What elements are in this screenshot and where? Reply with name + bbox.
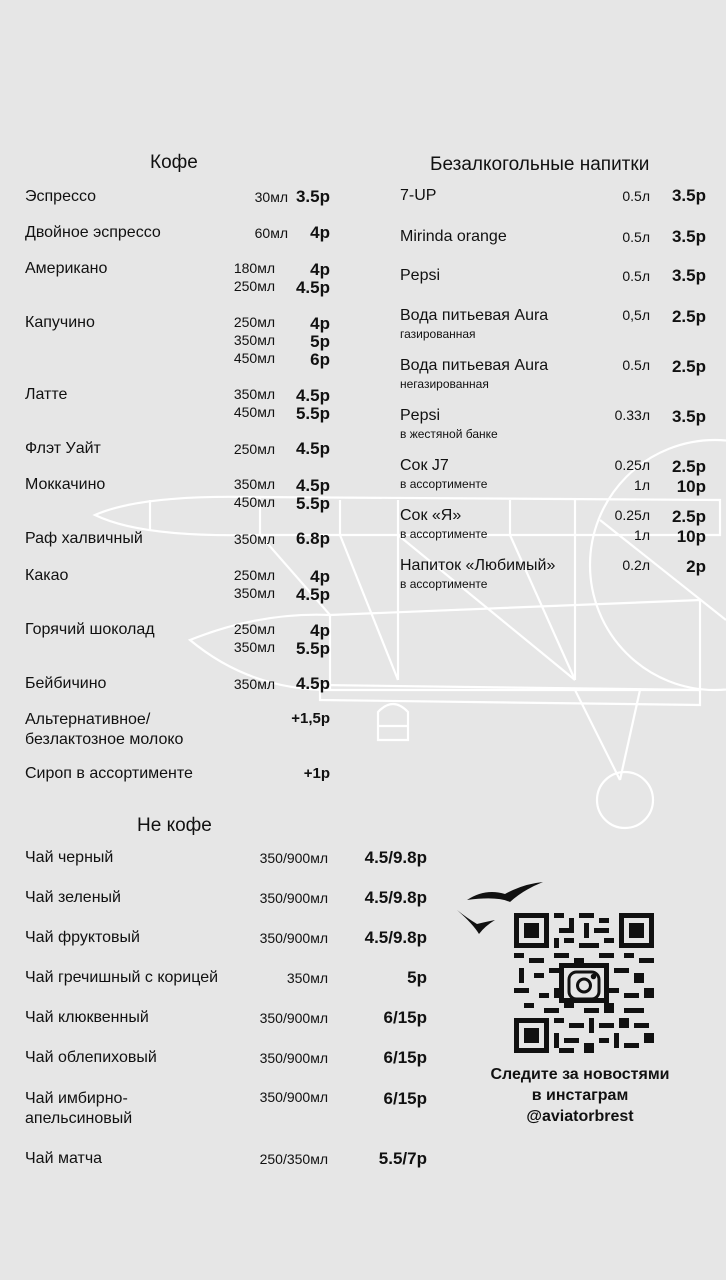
list-item: Флэт Уайт 250мл 4.5р — [25, 439, 330, 458]
soft-drinks-section-title: Безалкогольные напитки — [430, 154, 650, 175]
list-item: 7-UP 0.5л 3.5р — [400, 186, 706, 205]
list-item: Эспрессо 30мл 3.5р — [25, 187, 330, 206]
list-item: Капучино 250мл 350мл 450мл 4р 5р 6р — [25, 314, 330, 369]
list-item: Чай черный 350/900мл 4.5/9.8р — [25, 848, 427, 867]
follow-line-1: Следите за новостями — [490, 1066, 670, 1083]
list-item: Чай матча 250/350мл 5.5/7р — [25, 1149, 427, 1168]
list-item: Латте 350мл 450мл 4.5р 5.5р — [25, 386, 330, 423]
list-item: Горячий шоколад 250мл 350мл 4р 5.5р — [25, 621, 330, 658]
list-item: Сок «Я» в ассортименте 0.25л 1л 2.5р 10р — [400, 507, 706, 546]
list-item: Американо 180мл 250мл 4р 4.5р — [25, 260, 330, 297]
list-item: Какао 250мл 350мл 4р 4.5р — [25, 567, 330, 604]
list-item: Напиток «Любимый» в ассортименте 0.2л 2р — [400, 557, 706, 591]
instagram-icon — [569, 972, 599, 999]
list-item: Pepsi 0.5л 3.5р — [400, 266, 706, 285]
list-item: Pepsi в жестяной банке 0.33л 3.5р — [400, 407, 706, 441]
list-item: Сок J7 в ассортименте 0.25л 1л 2.5р 10р — [400, 457, 706, 496]
list-item: Вода питьевая Aura негазированная 0.5л 2.5р — [400, 357, 706, 391]
list-item: Сироп в ассортименте +1р — [25, 765, 330, 782]
list-item: Mirinda orange 0.5л 3.5р — [400, 227, 706, 246]
list-item: Альтернативное/ безлактозное молоко +1,5р — [25, 710, 330, 748]
list-item: Чай зеленый 350/900мл 4.5/9.8р — [25, 888, 427, 907]
list-item: Чай клюквенный 350/900мл 6/15р — [25, 1008, 427, 1027]
instagram-follow-caption — [460, 1064, 700, 1127]
list-item: Раф халвичный 350мл 6.8р — [25, 529, 330, 548]
list-item: Чай облепиховый 350/900мл 6/15р — [25, 1048, 427, 1067]
qr-code-icon[interactable] — [514, 913, 654, 1053]
coffee-section-title: Кофе — [150, 152, 198, 173]
not-coffee-section-title: Не кофе — [137, 815, 212, 836]
list-item: Чай фруктовый 350/900мл 4.5/9.8р — [25, 928, 427, 947]
instagram-handle[interactable]: @aviatorbrest — [526, 1108, 634, 1125]
follow-line-2: в инстаграм — [531, 1087, 629, 1104]
list-item: Двойное эспрессо 60мл 4р — [25, 223, 330, 242]
list-item: Чай имбирно- апельсиновый 350/900мл 6/15р — [25, 1089, 427, 1127]
list-item: Вода питьевая Aura газированная 0,5л 2.5р — [400, 307, 706, 341]
list-item: Моккачино 350мл 450мл 4.5р 5.5р — [25, 476, 330, 513]
list-item: Бейбичино 350мл 4.5р — [25, 674, 330, 693]
list-item: Чай гречишный с корицей 350мл 5р — [25, 968, 427, 987]
